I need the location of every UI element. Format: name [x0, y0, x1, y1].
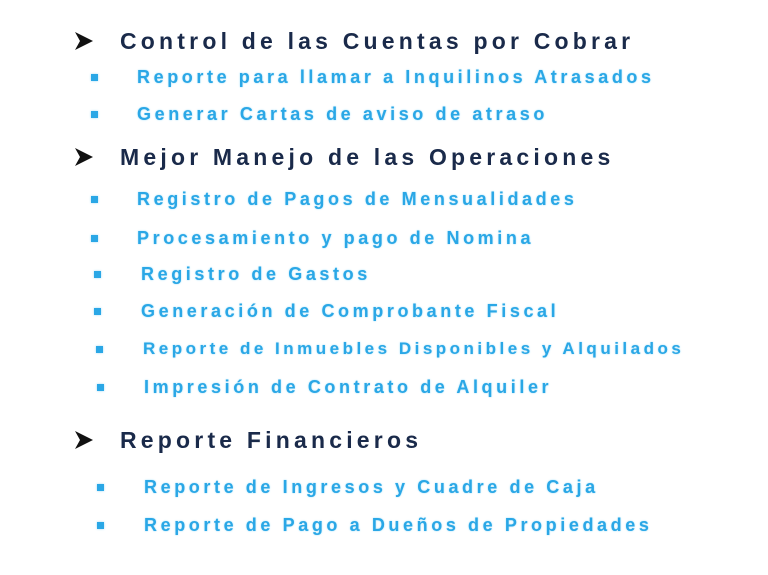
- arrowhead-bullet-icon: [74, 147, 94, 167]
- list-item-label: Reporte de Ingresos y Cuadre de Caja: [144, 477, 599, 497]
- list-item-label: Generación de Comprobante Fiscal: [141, 301, 560, 321]
- square-bullet-icon: [91, 74, 98, 81]
- heading-text: Control de las Cuentas por Cobrar: [120, 28, 635, 54]
- list-item-label: Impresión de Contrato de Alquiler: [144, 377, 553, 397]
- list-item-label: Reporte para llamar a Inquilinos Atrasados: [137, 67, 655, 87]
- list-item-label: Registro de Gastos: [141, 264, 371, 284]
- list-item-label: Procesamiento y pago de Nomina: [137, 228, 535, 248]
- square-bullet-icon: [91, 235, 98, 242]
- square-bullet-icon: [91, 196, 98, 203]
- arrowhead-bullet-icon: [74, 430, 94, 450]
- square-bullet-icon: [97, 484, 104, 491]
- list-item-label: Reporte de Inmuebles Disponibles y Alquilados: [143, 339, 685, 358]
- list-item-label: Registro de Pagos de Mensualidades: [137, 189, 578, 209]
- arrowhead-bullet-icon: [74, 31, 94, 51]
- square-bullet-icon: [94, 271, 101, 278]
- heading-text: Reporte Financieros: [120, 427, 423, 453]
- square-bullet-icon: [96, 346, 103, 353]
- square-bullet-icon: [94, 308, 101, 315]
- square-bullet-icon: [97, 522, 104, 529]
- list-item-label: Reporte de Pago a Dueños de Propiedades: [144, 515, 653, 535]
- heading-text: Mejor Manejo de las Operaciones: [120, 144, 615, 170]
- square-bullet-icon: [97, 384, 104, 391]
- square-bullet-icon: [91, 111, 98, 118]
- list-item-label: Generar Cartas de aviso de atraso: [137, 104, 548, 124]
